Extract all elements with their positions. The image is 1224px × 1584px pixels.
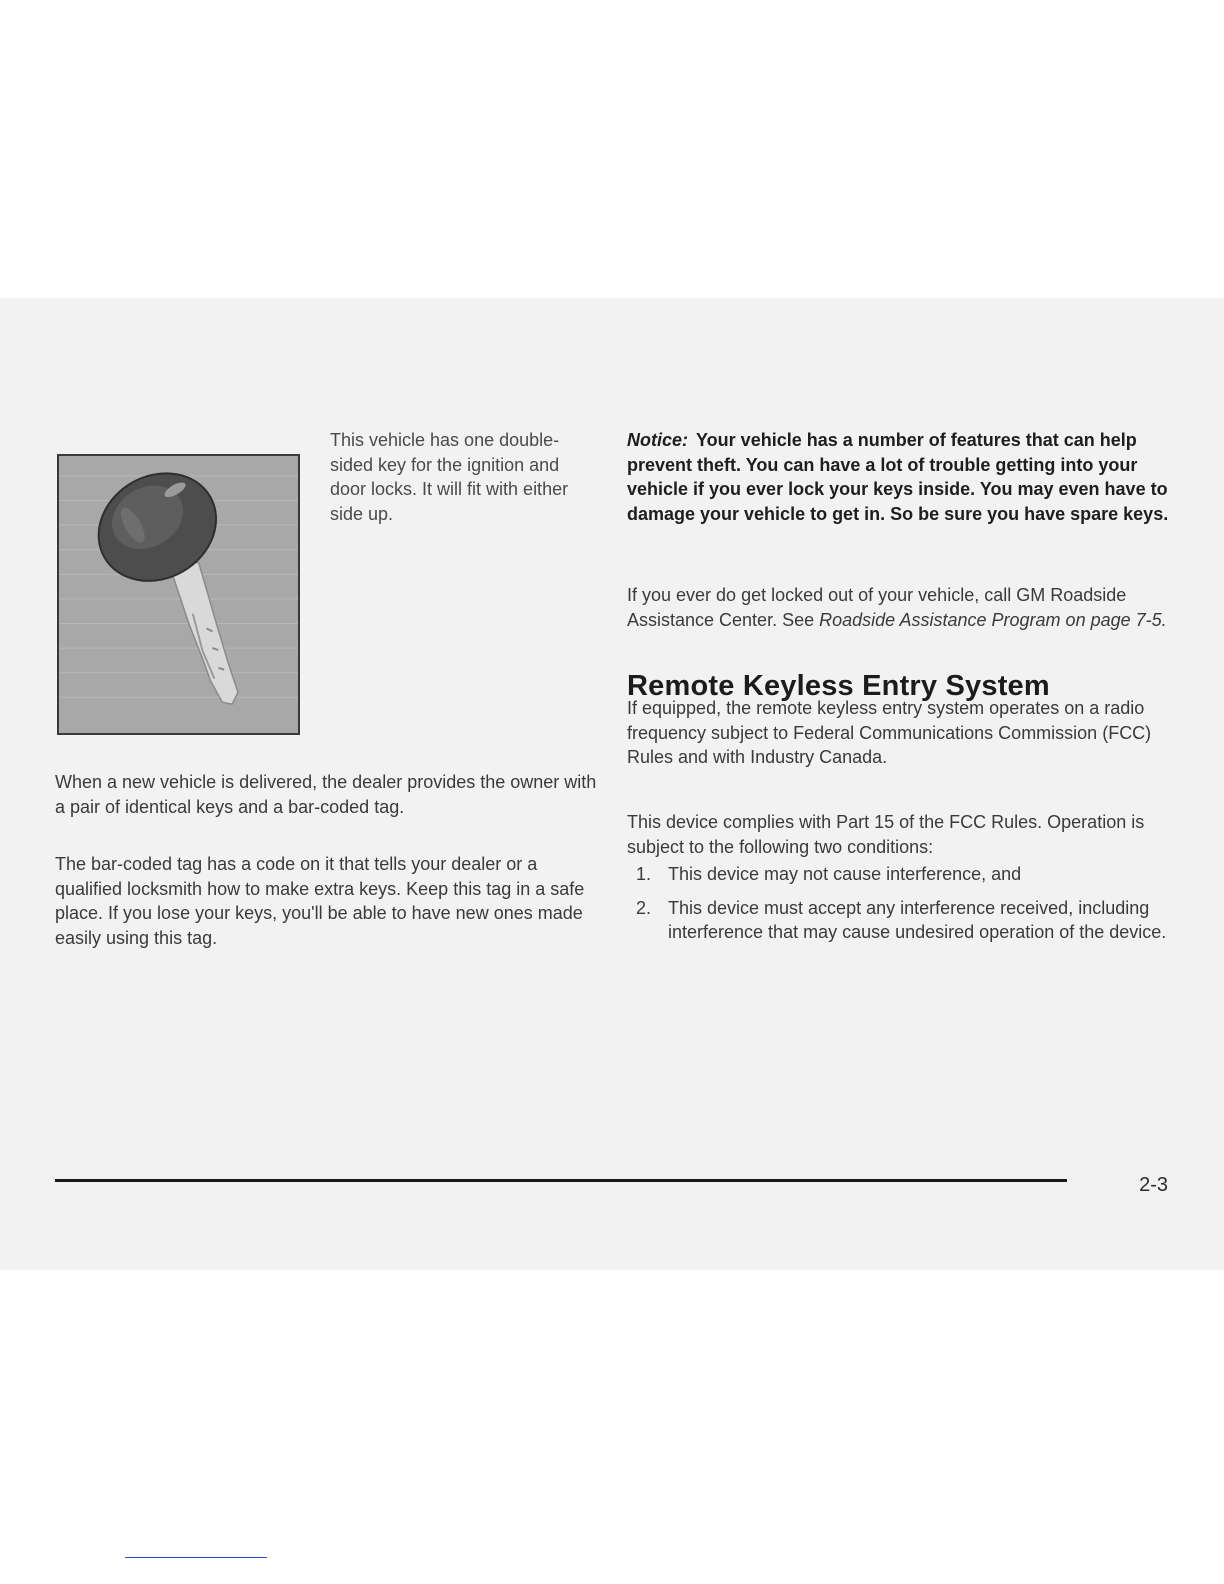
list-item-number: 1. bbox=[636, 864, 652, 884]
bar-coded-tag-paragraph: The bar-coded tag has a code on it that tells your dealer or a qualified locksmith how to make extra keys. Keep this tag in a safe place. If you lose your keys, you'll be able to have new ones made easily using this tag. bbox=[55, 854, 585, 948]
rke-paragraph-1: If equipped, the remote keyless entry system operates on a radio frequency subject to Federal Communications Commission (FCC) Rules and with Industry Canada. bbox=[627, 698, 1152, 767]
list-item-number: 2. bbox=[636, 897, 652, 918]
new-vehicle-keys-paragraph: When a new vehicle is delivered, the dealer provides the owner with a pair of identical keys and a bar-coded tag. bbox=[55, 772, 597, 817]
list-item bbox=[627, 896, 1172, 945]
lockout-paragraph bbox=[627, 583, 1172, 632]
notice-text: Your vehicle has a number of features that can help prevent theft. You can have a lot of trouble getting into your vehicle if you ever lock your keys inside. You may even have to damage your vehicle to get in. So be sure you have spare keys. bbox=[627, 430, 1169, 524]
list-item-text: This device may not cause interference, and bbox=[668, 864, 1022, 884]
manual-page bbox=[0, 298, 1224, 1270]
notice-label: Notice: bbox=[627, 430, 689, 450]
page-number: 2-3 bbox=[1139, 1174, 1168, 1196]
key-intro-text: This vehicle has one double-sided key for the ignition and door locks. It will fit with either side up. bbox=[330, 430, 569, 524]
rke-paragraph-2: This device complies with Part 15 of the FCC Rules. Operation is subject to the following two conditions: bbox=[627, 812, 1145, 857]
section-heading: Remote Keyless Entry System bbox=[627, 670, 1050, 702]
lockout-text: If you ever do get locked out of your vehicle, call GM Roadside Assistance Center. See bbox=[627, 585, 1127, 630]
key-image bbox=[57, 454, 300, 735]
roadside-assistance-reference: Roadside Assistance Program on page 7-5. bbox=[819, 609, 1167, 630]
bottom-link-underline bbox=[125, 1557, 267, 1558]
footer-rule bbox=[55, 1179, 1067, 1182]
list-item-text: This device must accept any interference received, including interference that may cause undesired operation of the device. bbox=[668, 897, 1167, 942]
fcc-conditions-list bbox=[627, 862, 1172, 954]
list-item bbox=[627, 862, 1172, 887]
key-illustration bbox=[59, 456, 298, 733]
notice-block bbox=[627, 428, 1172, 526]
